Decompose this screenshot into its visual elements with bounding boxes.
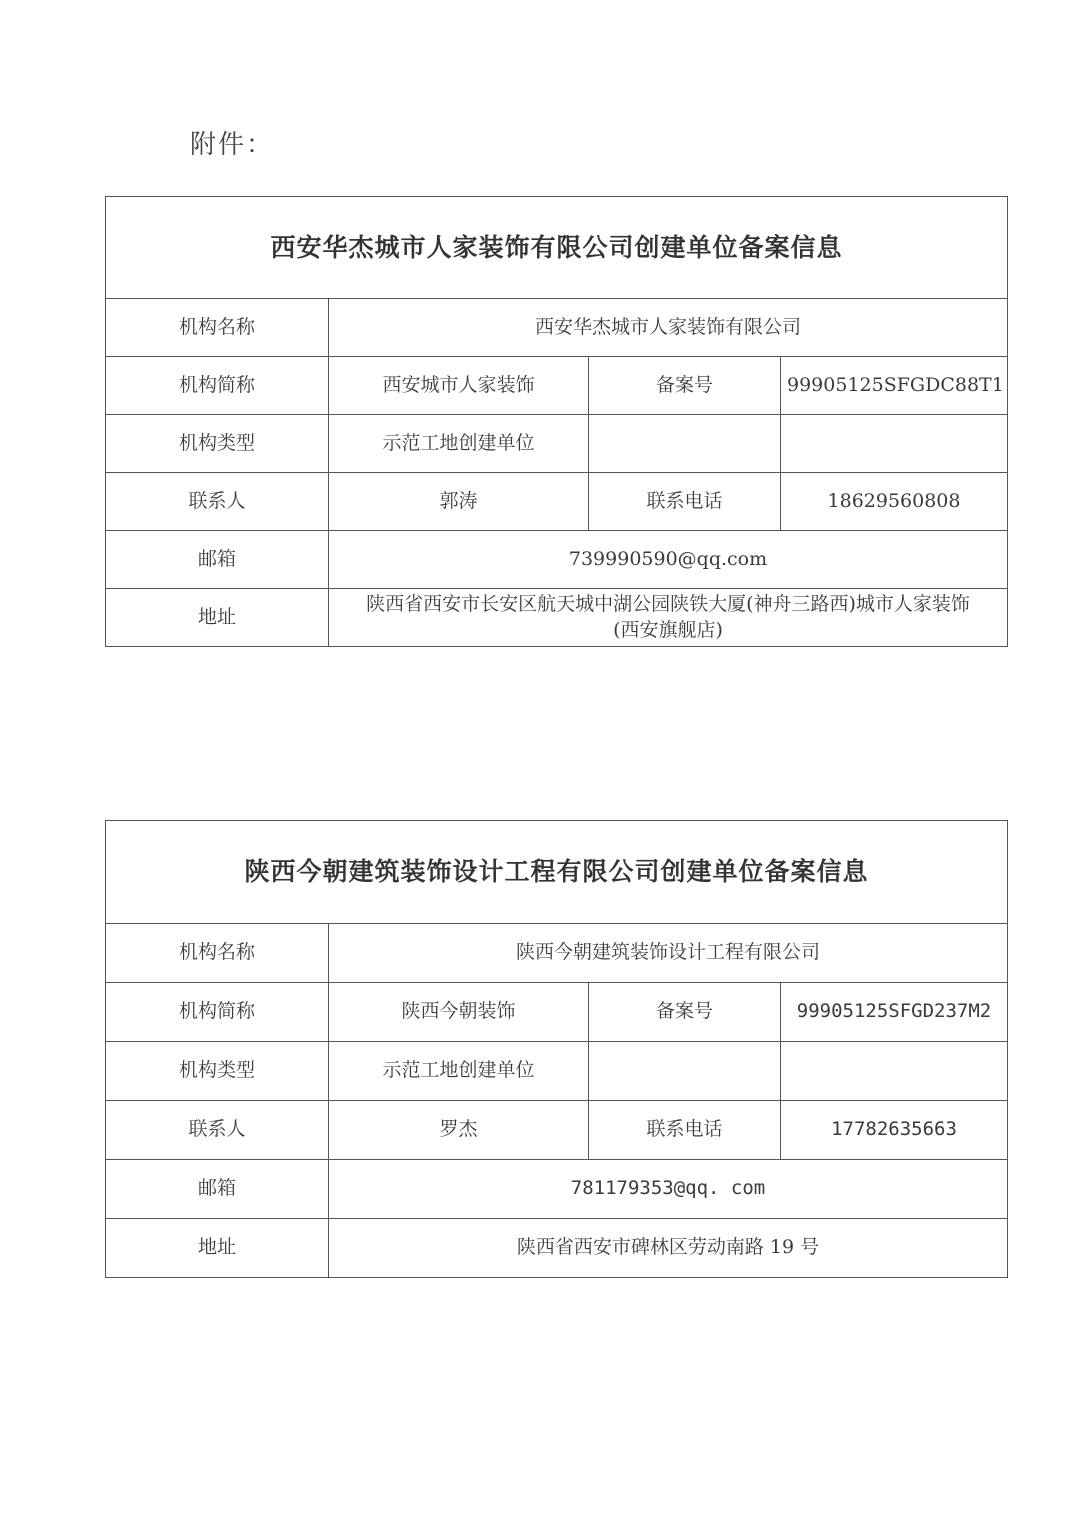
value-org-type: 示范工地创建单位 [329,1042,589,1101]
label-email: 邮箱 [106,531,329,589]
value-org-type: 示范工地创建单位 [329,415,589,473]
value-email: 781179353@qq. com [329,1160,1008,1219]
label-phone: 联系电话 [589,473,781,531]
label-org-type: 机构类型 [106,415,329,473]
record-title: 陕西今朝建筑装饰设计工程有限公司创建单位备案信息 [106,821,1008,924]
label-address: 地址 [106,589,329,647]
address-line-2: (西安旗舰店) [613,618,723,641]
value-phone: 18629560808 [781,473,1008,531]
address-line-1: 陕西省西安市长安区航天城中湖公园陕铁大厦(神舟三路西)城市人家装饰 [366,592,970,615]
value-record-number: 99905125SFGD237M2 [781,983,1008,1042]
value-address: 陕西省西安市碑林区劳动南路 19 号 [329,1219,1008,1278]
value-org-short-name: 陕西今朝装饰 [329,983,589,1042]
label-org-short-name: 机构简称 [106,983,329,1042]
value-contact: 罗杰 [329,1101,589,1160]
value-org-short-name: 西安城市人家装饰 [329,357,589,415]
value-phone: 17782635663 [781,1101,1008,1160]
empty-cell [589,415,781,473]
label-org-type: 机构类型 [106,1042,329,1101]
value-record-number: 99905125SFGDC88T1 [781,357,1008,415]
label-record-number: 备案号 [589,983,781,1042]
label-phone: 联系电话 [589,1101,781,1160]
label-address: 地址 [106,1219,329,1278]
label-org-name: 机构名称 [106,924,329,983]
value-email: 739990590@qq.com [329,531,1008,589]
empty-cell [781,415,1008,473]
label-org-short-name: 机构简称 [106,357,329,415]
empty-cell [589,1042,781,1101]
record-title: 西安华杰城市人家装饰有限公司创建单位备案信息 [106,197,1008,299]
attachment-label: 附件： [190,130,275,160]
value-contact: 郭涛 [329,473,589,531]
record-table-1 [105,196,1008,647]
label-contact: 联系人 [106,473,329,531]
value-org-name: 陕西今朝建筑装饰设计工程有限公司 [329,924,1008,983]
label-record-number: 备案号 [589,357,781,415]
empty-cell [781,1042,1008,1101]
label-email: 邮箱 [106,1160,329,1219]
record-table-2 [105,820,1008,1278]
value-address [329,589,1008,647]
value-org-name: 西安华杰城市人家装饰有限公司 [329,299,1008,357]
label-org-name: 机构名称 [106,299,329,357]
label-contact: 联系人 [106,1101,329,1160]
